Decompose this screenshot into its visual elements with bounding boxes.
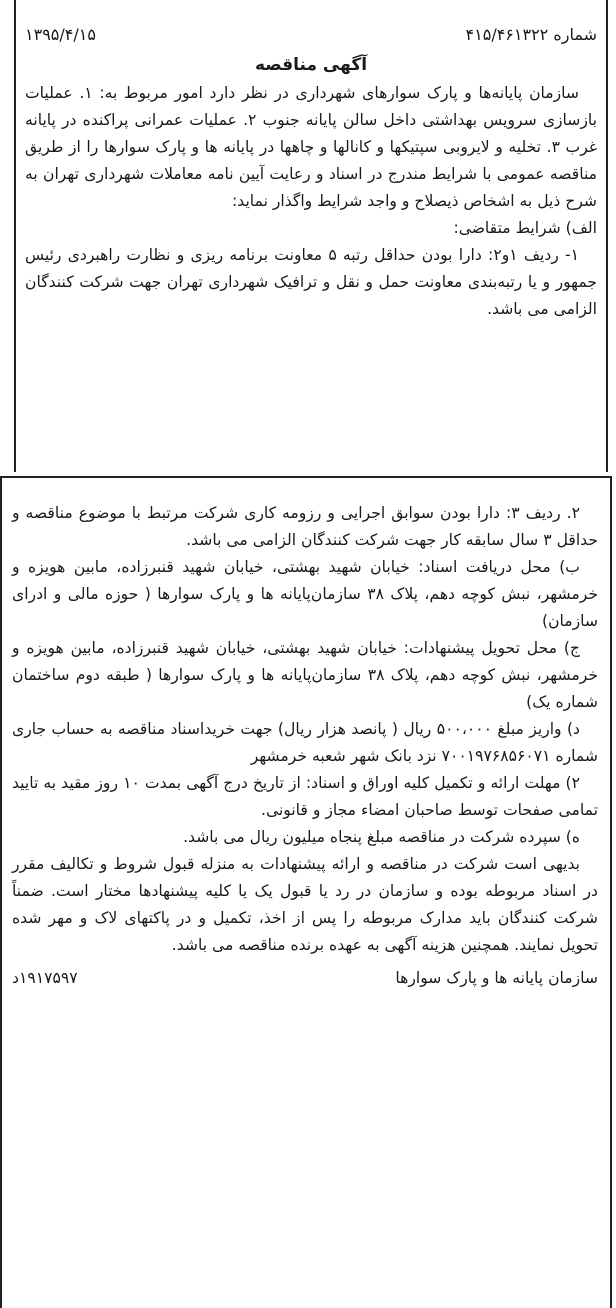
organization-signature: سازمان پایانه ها و پارک سوارها — [395, 969, 598, 987]
notice-number: شماره ۴۱۵/۴۶۱۳۲۲ — [465, 25, 597, 44]
section-b: ب) محل دریافت اسناد: خیابان شهید بهشتی، خیابان شهید قنبرزاده، مابین هویزه و خرمشهر، نبش کوچه دهم، پلاک ۳۸ سازمان‌پایانه ها و پارک سوارها ( حوزه مالی و ادرای سازمان) — [12, 558, 598, 630]
ad-code: ۱۹۱۷۵۹۷د — [12, 969, 78, 987]
notice-date: ۱۳۹۵/۴/۱۵ — [25, 25, 96, 44]
section-d: د) واریز مبلغ ۵۰۰،۰۰۰ ریال ( پانصد هزار ریال) جهت خریداسناد مناقصه به حساب جاری شماره ۷۰۰۱۹۷۶۸۵۶۰۷۱ نزد بانک شهر شعبه خرمشهر — [12, 720, 598, 765]
notice-column-top — [14, 0, 608, 472]
intro-paragraph: سازمان پایانه‌ها و پارک سوارهای شهرداری در نظر دارد امور مربوط به: ۱. عملیات بازسازی سرویس بهداشتی داخل سالن پایانه جنوب ۲. عملیات عمرانی پراکنده در پایانه غرب ۳. تخلیه و لایروبی سپتیکها و کانالها و چاهها در پایانه ها و پارک سوارها را از طریق مناقصه عمومی با شرایط مندرج در اسناد و رعایت آیین نامه معاملات شهرداری تهران به شرح ذیل به اشخاص ذیصلاح و واجد شرایط واگذار نماید: — [25, 84, 597, 210]
condition-1: ۱- ردیف ۱و۲: دارا بودن حداقل رتبه ۵ معاونت برنامه ریزی و نظارت راهبردی رئیس جمهور و یا رتبه‌بندی معاونت حمل و نقل و ترافیک شهرداری تهران جهت شرکت کنندگان الزامی می باشد. — [25, 246, 597, 318]
condition-2: ۲. ردیف ۳: دارا بودن سوابق اجرایی و رزومه کاری شرکت مرتبط با موضوع مناقصه و حداقل ۳ سال سابقه کار جهت شرکت کنندگان الزامی می باشد. — [12, 504, 598, 549]
section-c: ج) محل تحویل پیشنهادات: خیابان شهید بهشتی، خیابان شهید قنبرزاده، مابین هویزه و خرمشهر، نبش کوچه دهم، پلاک ۳۸ سازمان‌پایانه ها و پارک سوارها ( طبقه دوم ساختمان شماره یک) — [12, 639, 598, 711]
notice-title: آگهی مناقصه — [254, 55, 368, 75]
notice-column-bottom — [0, 476, 612, 1308]
section-2: ۲) مهلت ارائه و تکمیل کلیه اوراق و اسناد: از تاریخ درج آگهی بمدت ۱۰ روز مقید به تایید تمامی صفحات توسط صاحبان امضاء مجاز و قانونی. — [12, 774, 598, 819]
closing-paragraph: بدیهی است شرکت در مناقصه و ارائه پیشنهادات به منزله قبول شروط و تکالیف مقرر در اسناد مربوطه بوده و سازمان در رد یا قبول یک یا کلیه پیشنهادها مختار است. ضمناً شرکت کنندگان باید مدارک مربوطه را پس از اخذ، تکمیل و در پاکتهای لاک و مهر شده تحویل نمایند. همچنین هزینه آگهی به عهده برنده مناقصه می باشد. — [12, 855, 598, 954]
conditions-heading: الف) شرایط متقاضی: — [453, 219, 597, 237]
notice-header — [25, 20, 597, 50]
notice-footer — [12, 965, 598, 992]
section-e: ه) سپرده شرکت در مناقصه مبلغ پنجاه میلیون ریال می باشد. — [183, 828, 580, 846]
